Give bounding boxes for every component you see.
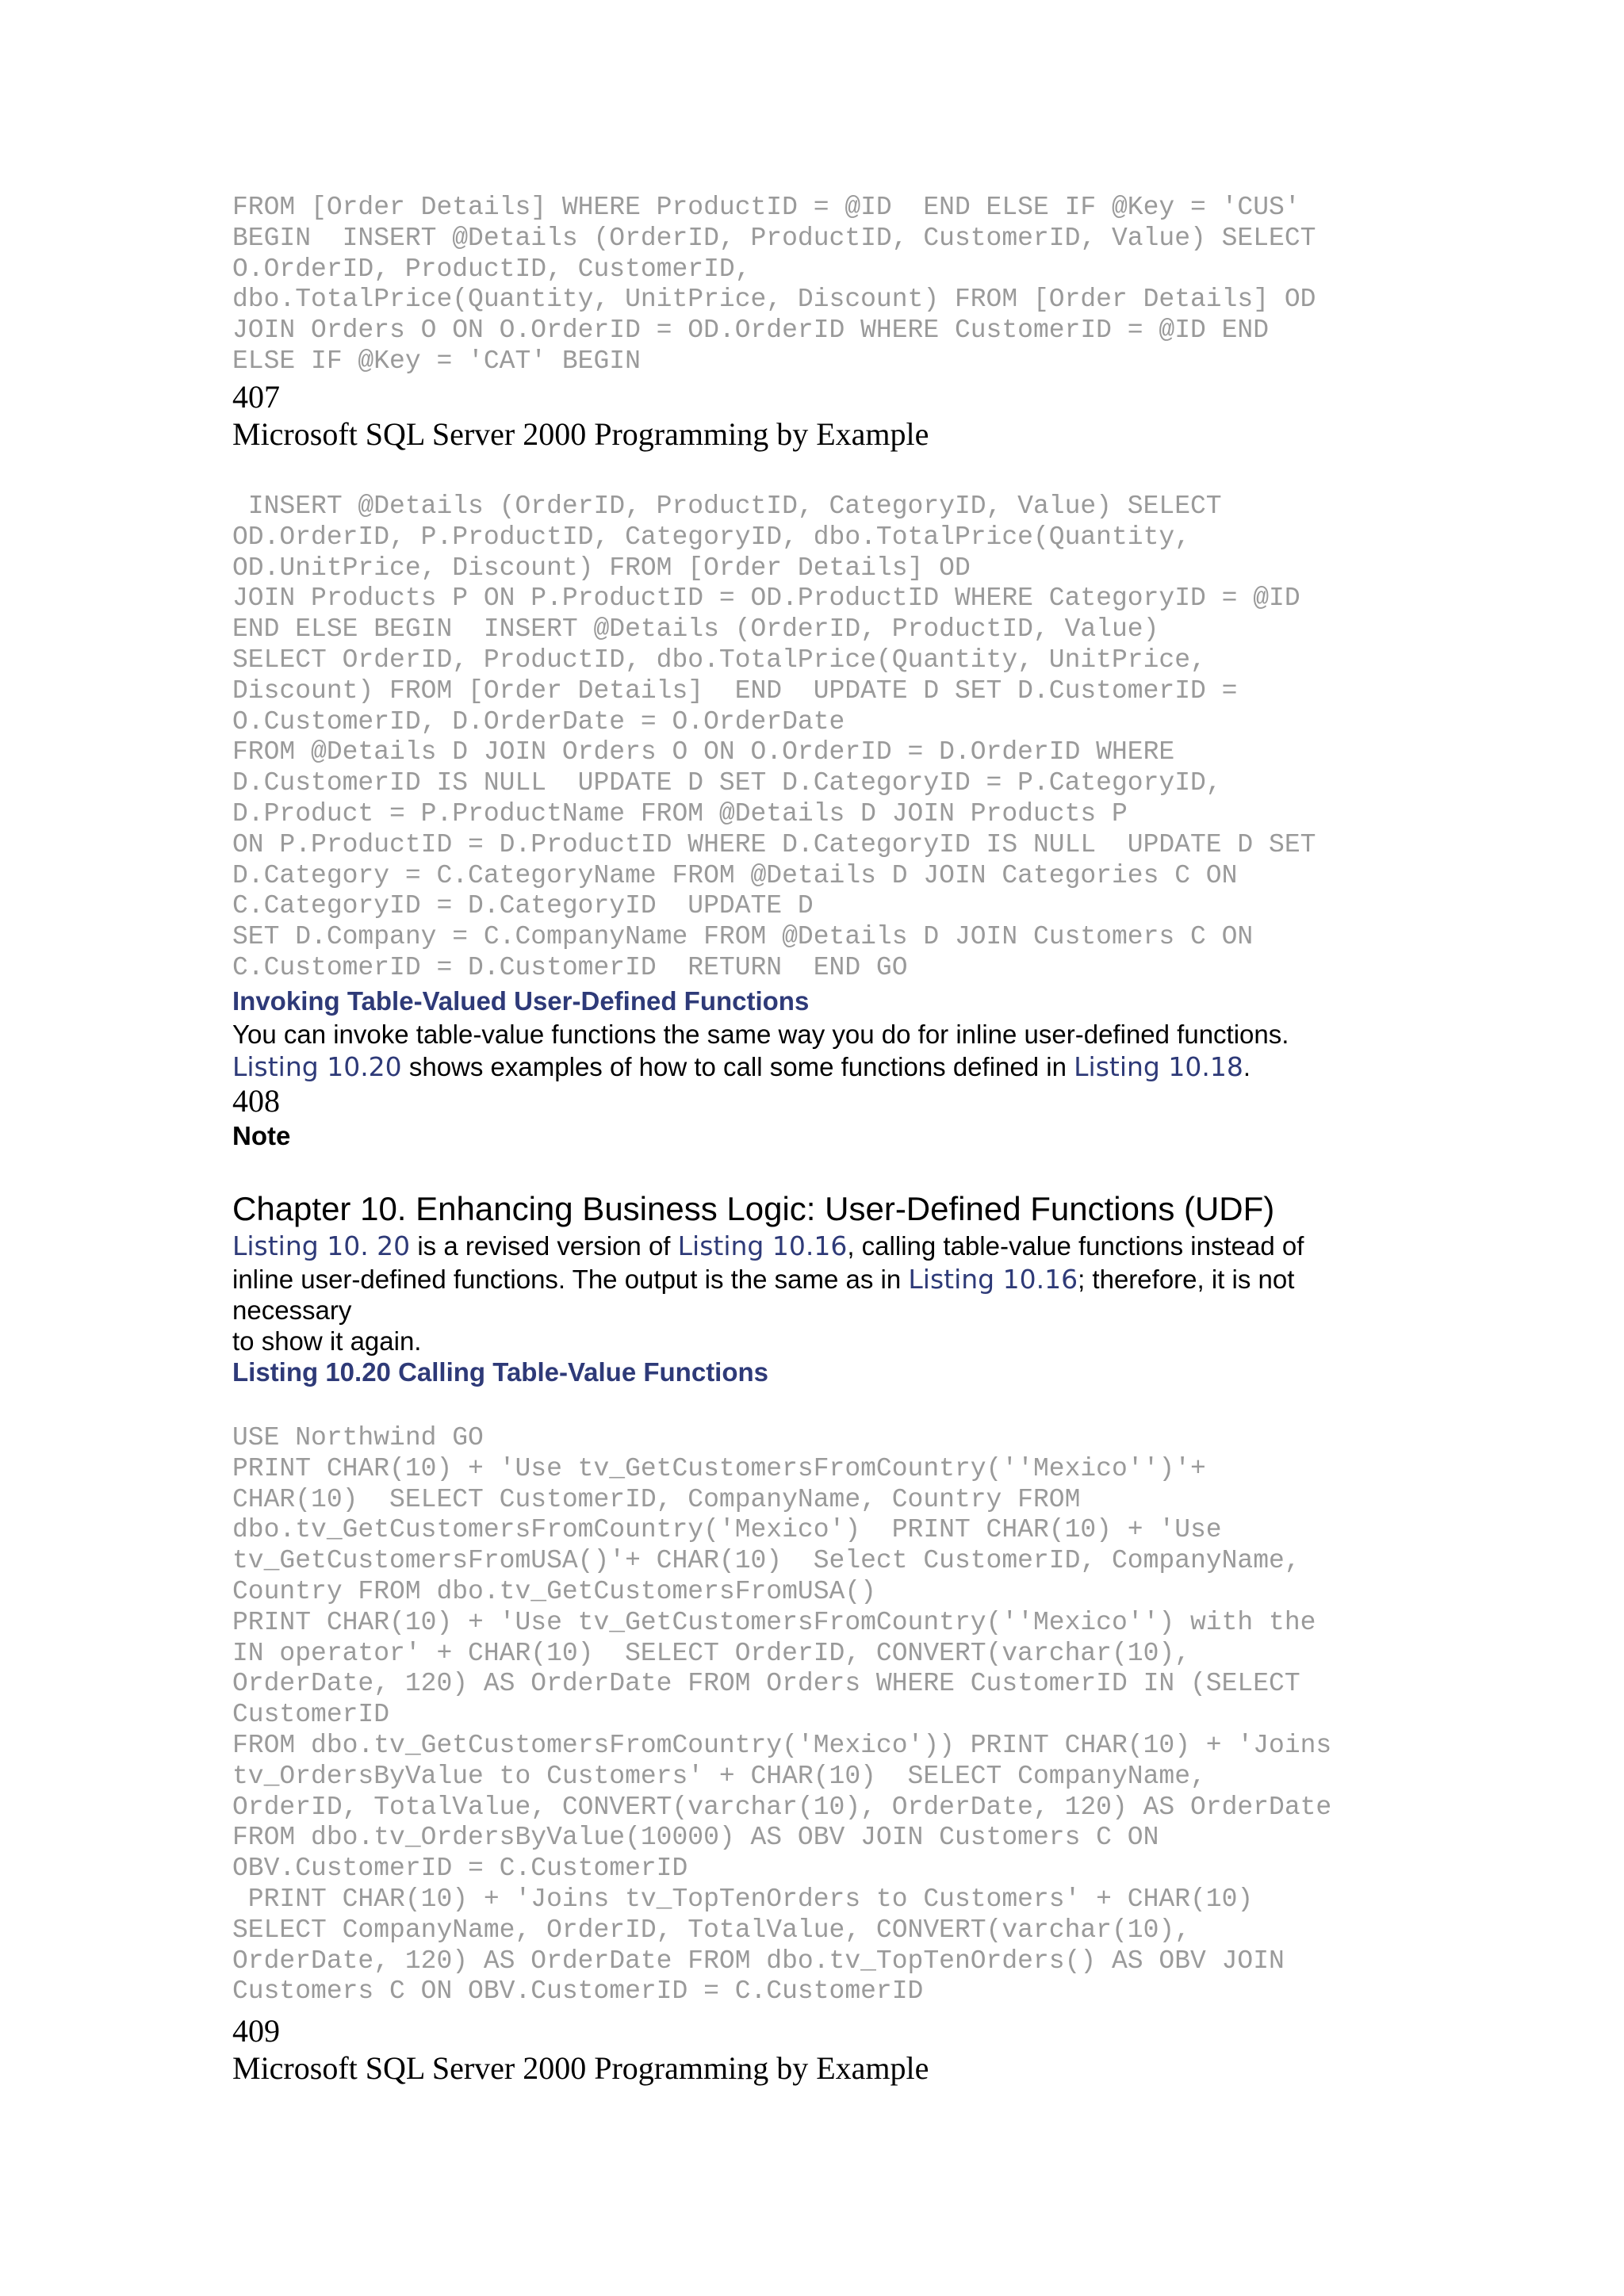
listing-link[interactable]: Listing 10.16 <box>677 1230 848 1261</box>
listing-link[interactable]: Listing 10. 20 <box>232 1230 411 1261</box>
paragraph-line <box>232 1051 1251 1082</box>
code-block-2: INSERT @Details (OrderID, ProductID, CategoryID, Value) SELECT OD.OrderID, P.ProductID, CategoryID, dbo.TotalPrice(Quantity, OD.UnitPrice, Discount) FROM [Order Details] OD JOIN Products P ON P.ProductID = OD.ProductID WHERE CategoryID = @ID END ELSE BEGIN INSERT @Details (OrderID, ProductID, Value) SELECT OrderID, ProductID, dbo.TotalPrice(Quantity, UnitPrice, Discount) FROM [Order Details] END UPDATE D SET D.CustomerID = O.CustomerID, D.OrderDate = O.OrderDate FROM @Details D JOIN Orders O ON O.OrderID = D.OrderID WHERE D.CustomerID IS NULL UPDATE D SET D.CategoryID = P.CategoryID, D.Product = P.ProductName FROM @Details D JOIN Products P ON P.ProductID = D.ProductID WHERE D.CategoryID IS NULL UPDATE D SET D.Category = C.CategoryName FROM @Details D JOIN Categories C ON C.CategoryID = D.CategoryID UPDATE D SET D.Company = C.CompanyName FROM @Details D JOIN Customers C ON C.CustomerID = D.CustomerID RETURN END GO <box>232 492 1316 982</box>
paragraph-line: to show it again. <box>232 1326 422 1356</box>
paragraph-line: necessary <box>232 1295 352 1325</box>
paragraph-text: ; therefore, it is not <box>1078 1265 1295 1294</box>
page-number: 407 <box>232 379 280 415</box>
page-number: 409 <box>232 2013 280 2049</box>
paragraph-text: inline user-defined functions. The output is the same as in <box>232 1265 909 1294</box>
paragraph-line: You can invoke table-value functions the same way you do for inline user-defined functions. <box>232 1020 1289 1049</box>
paragraph-text: , calling table-value functions instead of <box>847 1231 1304 1261</box>
code-block-3: USE Northwind GO PRINT CHAR(10) + 'Use tv_GetCustomersFromCountry(''Mexico'')'+ CHAR(10) SELECT CustomerID, CompanyName, Country FROM dbo.tv_GetCustomersFromCountry('Mexico') PRINT CHAR(10) + 'Use tv_GetCustomersFromUSA()'+ CHAR(10) Select CustomerID, CompanyName, Country FROM dbo.tv_GetCustomersFromUSA() PRINT CHAR(10) + 'Use tv_GetCustomersFromCountry(''Mexico'') with the IN operator' + CHAR(10) SELECT OrderID, CONVERT(varchar(10), OrderDate, 120) AS OrderDate FROM Orders WHERE CustomerID IN (SELECT CustomerID FROM dbo.tv_GetCustomersFromCountry('Mexico')) PRINT CHAR(10) + 'Joins tv_OrdersByValue to Customers' + CHAR(10) SELECT CompanyName, OrderID, TotalValue, CONVERT(varchar(10), OrderDate, 120) AS OrderDate FROM dbo.tv_OrdersByValue(10000) AS OBV JOIN Customers C ON OBV.CustomerID = C.CustomerID PRINT CHAR(10) + 'Joins tv_TopTenOrders to Customers' + CHAR(10) SELECT CompanyName, OrderID, TotalValue, CONVERT(varchar(10), OrderDate, 120) AS OrderDate FROM dbo.tv_TopTenOrders() AS OBV JOIN Customers C ON OBV.CustomerID = C.CustomerID <box>232 1423 1332 2007</box>
paragraph-text: . <box>1243 1052 1251 1081</box>
book-title: Microsoft SQL Server 2000 Programming by Example <box>232 2050 929 2086</box>
paragraph-line <box>232 1264 1294 1295</box>
listing-link[interactable]: Listing 10.18 <box>1074 1051 1243 1082</box>
listing-link[interactable]: Listing 10.16 <box>908 1264 1078 1295</box>
chapter-title: Chapter 10. Enhancing Business Logic: User-Defined Functions (UDF) <box>232 1190 1275 1227</box>
code-block-1: FROM [Order Details] WHERE ProductID = @ID END ELSE IF @Key = 'CUS' BEGIN INSERT @Details (OrderID, ProductID, CustomerID, Value) SELECT O.OrderID, ProductID, CustomerID, dbo.TotalPrice(Quantity, UnitPrice, Discount) FROM [Order Details] OD JOIN Orders O ON O.OrderID = OD.OrderID WHERE CustomerID = @ID END ELSE IF @Key = 'CAT' BEGIN <box>232 193 1316 376</box>
paragraph-line <box>232 1230 1304 1261</box>
note-label: Note <box>232 1121 291 1150</box>
listing-heading: Listing 10.20 Calling Table-Value Functions <box>232 1357 769 1387</box>
paragraph-text: shows examples of how to call some functions defined in <box>401 1052 1074 1081</box>
section-heading: Invoking Table-Valued User-Defined Functions <box>232 986 810 1016</box>
book-title: Microsoft SQL Server 2000 Programming by Example <box>232 416 929 452</box>
paragraph-text: is a revised version of <box>410 1231 678 1261</box>
listing-link[interactable]: Listing 10.20 <box>232 1051 402 1082</box>
page-number: 408 <box>232 1083 280 1119</box>
